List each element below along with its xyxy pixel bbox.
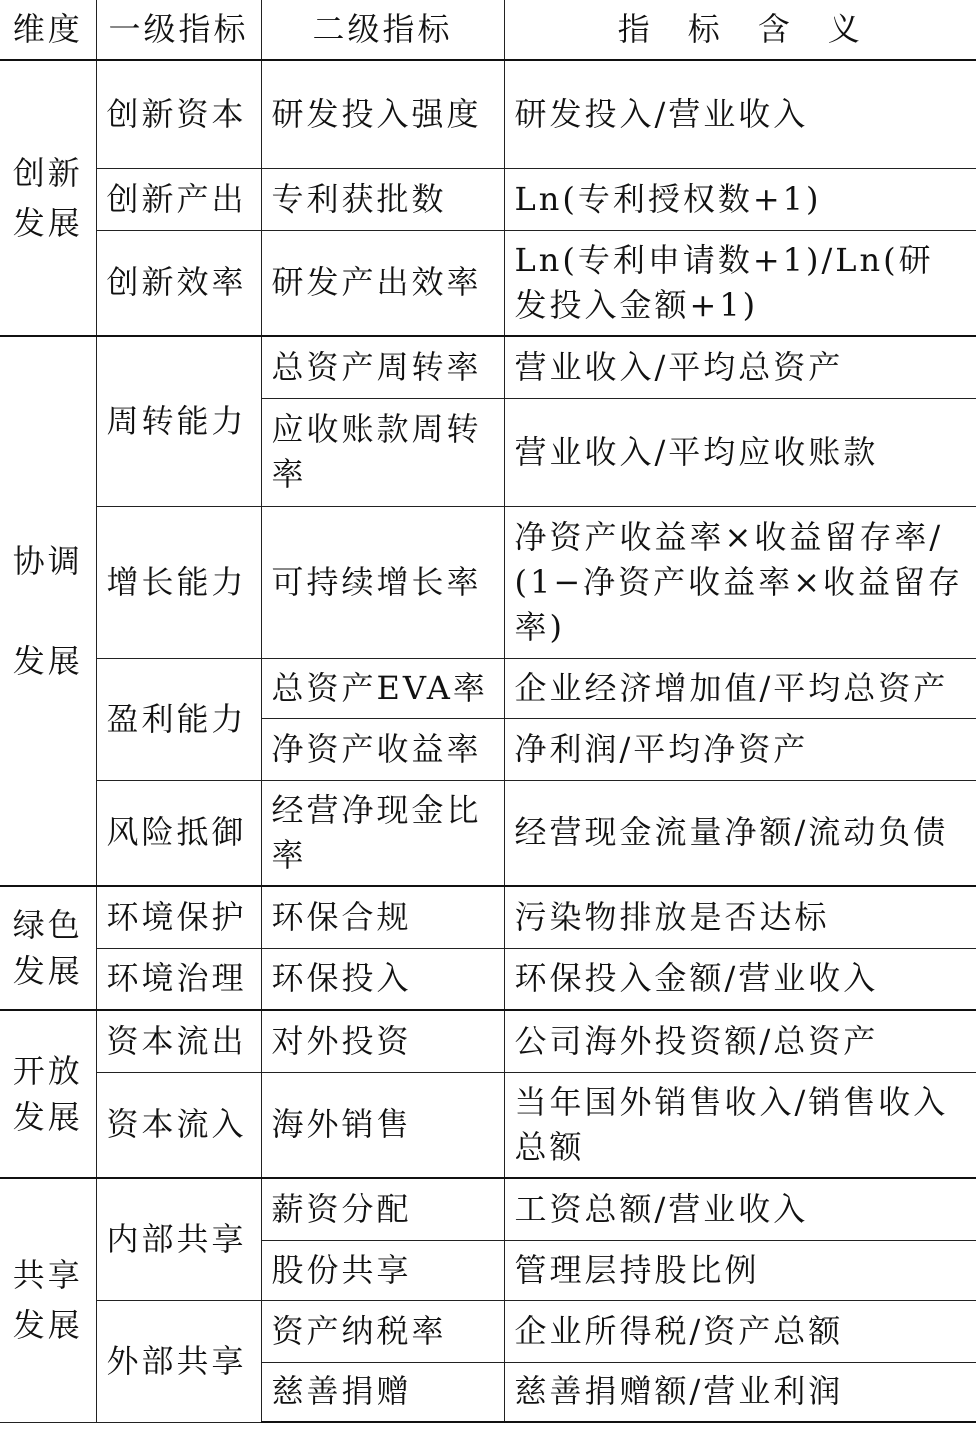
meaning-cell: 当年国外销售收入/销售收入总额 [504,1072,976,1178]
level2-cell: 研发投入强度 [261,60,504,168]
table-row [0,168,976,230]
level2-cell: 专利获批数 [261,168,504,230]
level1-cell: 创新资本 [96,60,261,168]
level1-cell: 增长能力 [96,506,261,658]
header-meaning: 指 标 含 义 [504,0,976,60]
dimension-coordination: 协调发展 [0,336,96,886]
meaning-cell: 工资总额/营业收入 [504,1178,976,1240]
table-row [0,948,976,1010]
level2-cell: 研发产出效率 [261,230,504,336]
header-dimension: 维度 [0,0,96,60]
level2-cell: 股份共享 [261,1240,504,1300]
level2-cell: 环保投入 [261,948,504,1010]
meaning-cell: 营业收入/平均总资产 [504,336,976,398]
level2-cell: 净资产收益率 [261,718,504,780]
level1-cell: 环境保护 [96,886,261,948]
dimension-open: 开放发展 [0,1010,96,1178]
table-row [0,886,976,948]
level1-cell: 资本流出 [96,1010,261,1072]
table-row [0,1178,976,1240]
table-row [0,230,976,336]
level2-cell: 环保合规 [261,886,504,948]
meaning-cell: 企业所得税/资产总额 [504,1300,976,1362]
meaning-cell: Ln(专利申请数+1)/Ln(研发投入金额+1) [504,230,976,336]
header-row [0,0,976,60]
level1-cell: 外部共享 [96,1300,261,1422]
table-row [0,1300,976,1362]
level1-cell: 环境治理 [96,948,261,1010]
table-row [0,60,976,168]
dimension-shared: 共享发展 [0,1178,96,1422]
level2-cell: 海外销售 [261,1072,504,1178]
level2-cell: 对外投资 [261,1010,504,1072]
table-row [0,780,976,886]
meaning-cell: 环保投入金额/营业收入 [504,948,976,1010]
meaning-cell: 管理层持股比例 [504,1240,976,1300]
level2-cell: 应收账款周转率 [261,398,504,506]
table-row [0,506,976,658]
level2-cell: 慈善捐赠 [261,1362,504,1422]
meaning-cell: 企业经济增加值/平均总资产 [504,658,976,718]
meaning-cell: 营业收入/平均应收账款 [504,398,976,506]
meaning-cell: 污染物排放是否达标 [504,886,976,948]
level2-cell: 总资产EVA率 [261,658,504,718]
level2-cell: 总资产周转率 [261,336,504,398]
meaning-cell: 净资产收益率×收益留存率/(1−净资产收益率×收益留存率) [504,506,976,658]
meaning-cell: Ln(专利授权数+1) [504,168,976,230]
level1-cell: 资本流入 [96,1072,261,1178]
level1-cell: 创新产出 [96,168,261,230]
level1-cell: 创新效率 [96,230,261,336]
meaning-cell: 研发投入/营业收入 [504,60,976,168]
table-row [0,1072,976,1178]
meaning-cell: 慈善捐赠额/营业利润 [504,1362,976,1422]
level1-cell: 盈利能力 [96,658,261,780]
header-level1: 一级指标 [96,0,261,60]
level1-cell: 风险抵御 [96,780,261,886]
level2-cell: 经营净现金比率 [261,780,504,886]
dimension-green: 绿色发展 [0,886,96,1010]
table-row [0,1010,976,1072]
level1-cell: 周转能力 [96,336,261,506]
level2-cell: 资产纳税率 [261,1300,504,1362]
meaning-cell: 净利润/平均净资产 [504,718,976,780]
table-row [0,658,976,718]
dimension-innovation: 创新发展 [0,60,96,336]
meaning-cell: 经营现金流量净额/流动负债 [504,780,976,886]
level2-cell: 可持续增长率 [261,506,504,658]
meaning-cell: 公司海外投资额/总资产 [504,1010,976,1072]
table-row [0,336,976,398]
level2-cell: 薪资分配 [261,1178,504,1240]
header-level2: 二级指标 [261,0,504,60]
level1-cell: 内部共享 [96,1178,261,1300]
